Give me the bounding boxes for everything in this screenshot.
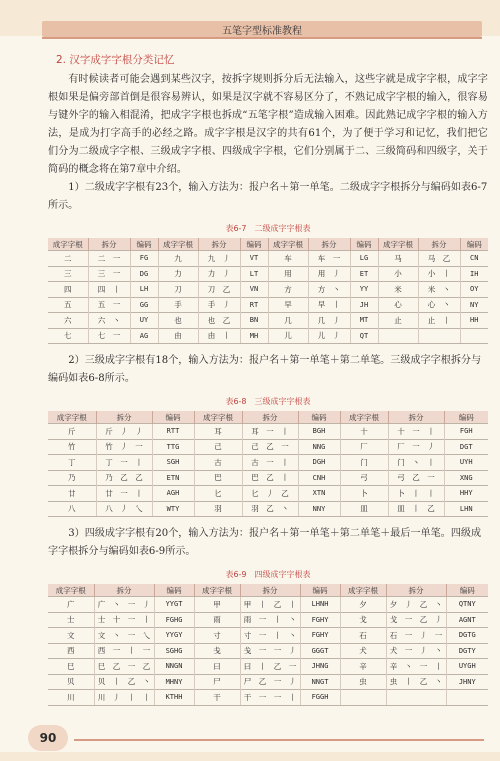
column-header: 拆分 (94, 584, 154, 597)
code-cell: NNG (298, 439, 340, 455)
book-title: 五笔字型标准教程 (222, 26, 302, 37)
footer-rule (74, 739, 484, 741)
root-cell: 夕 (340, 597, 386, 613)
root-cell: 西 (48, 643, 94, 659)
split-cell: 米 丶 (418, 282, 460, 298)
bottom-band (0, 752, 500, 761)
code-cell: HHY (444, 486, 488, 502)
code-cell: SGH (152, 455, 194, 471)
root-cell: 九 (158, 251, 198, 267)
table-row (48, 313, 488, 329)
table-row (48, 439, 488, 455)
level3-paragraph: 2）三级成字字根有18个，输入方法为：报户名＋第一单笔＋第二单笔。三级成字字根拆分与编码如表6-8所示。 (48, 355, 482, 384)
column-header: 编码 (446, 584, 488, 597)
root-cell: 马 (378, 251, 418, 267)
table-row (48, 297, 488, 313)
table-row (48, 328, 488, 344)
root-cell: 尸 (194, 674, 240, 690)
root-cell: 古 (194, 455, 242, 471)
split-cell: 八 丿 乀 (96, 501, 152, 517)
column-header: 成字字根 (268, 238, 308, 251)
column-header: 编码 (444, 411, 488, 424)
root-cell: 小 (378, 266, 418, 282)
code-cell: FGGH (300, 690, 340, 706)
root-cell: 巴 (194, 470, 242, 486)
table-row (48, 282, 488, 298)
table-header-row (48, 238, 488, 251)
code-cell: JH (350, 297, 378, 313)
column-header: 编码 (152, 411, 194, 424)
split-cell: 西 一 丨 一 (94, 643, 154, 659)
table-6-7-caption: 表6-7 二级成字字根表 (225, 224, 311, 233)
split-cell: 心 丶 (418, 297, 460, 313)
column-header: 拆分 (242, 411, 298, 424)
running-header (42, 21, 482, 37)
split-cell: 也 乙 (198, 313, 240, 329)
code-cell: FG (130, 251, 158, 267)
table-row (48, 251, 488, 267)
root-cell: 卜 (340, 486, 388, 502)
code-cell: CN (460, 251, 488, 267)
root-cell: 由 (158, 328, 198, 344)
root-cell: 斤 (48, 424, 96, 440)
column-header: 拆分 (240, 584, 300, 597)
code-cell: GGGT (300, 643, 340, 659)
code-cell: SGHG (154, 643, 194, 659)
root-cell: 雨 (194, 612, 240, 628)
split-cell: 早 丨 (308, 297, 350, 313)
root-cell: 八 (48, 501, 96, 517)
header-underline (42, 37, 482, 39)
split-cell: 士 十 一 丨 (94, 612, 154, 628)
code-cell: NNGN (154, 659, 194, 675)
root-cell: 曰 (194, 659, 240, 675)
root-cell: 文 (48, 628, 94, 644)
column-header: 拆分 (198, 238, 240, 251)
code-cell: HH (460, 313, 488, 329)
root-cell: 门 (340, 455, 388, 471)
column-header: 编码 (460, 238, 488, 251)
root-cell: 耳 (194, 424, 242, 440)
code-cell: UY (130, 313, 158, 329)
code-cell: RTT (152, 424, 194, 440)
split-cell: 弓 乙 一 (388, 470, 444, 486)
table-row (48, 690, 488, 706)
root-cell: 丁 (48, 455, 96, 471)
split-cell: 寸 一 丨 丶 (240, 628, 300, 644)
split-cell: 虫 丨 乙 丶 (386, 674, 446, 690)
split-cell: 戋 一 一 丿 (240, 643, 300, 659)
root-cell: 寸 (194, 628, 240, 644)
root-cell (340, 690, 386, 706)
root-cell: 弓 (340, 470, 388, 486)
code-cell: LH (130, 282, 158, 298)
code-cell: LG (350, 251, 378, 267)
root-cell (378, 328, 418, 344)
code-cell: OY (460, 282, 488, 298)
split-cell: 戈 一 乙 丿 (386, 612, 446, 628)
split-cell: 力 丿 (198, 266, 240, 282)
root-cell: 皿 (340, 501, 388, 517)
column-header: 成字字根 (194, 411, 242, 424)
split-cell: 刀 乙 (198, 282, 240, 298)
table-row (48, 659, 488, 675)
code-cell: UYGH (446, 659, 488, 675)
code-cell: DGT (444, 439, 488, 455)
code-cell: MHNY (154, 674, 194, 690)
column-header: 拆分 (386, 584, 446, 597)
code-cell: CNH (298, 470, 340, 486)
split-cell: 三 一 (88, 266, 130, 282)
split-cell: 犬 一 丿 丶 (386, 643, 446, 659)
code-cell: IH (460, 266, 488, 282)
split-cell: 止 丨 (418, 313, 460, 329)
code-cell: FGHY (300, 612, 340, 628)
root-cell: 几 (268, 313, 308, 329)
page-number: 90 (28, 725, 68, 751)
table-row (48, 628, 488, 644)
split-cell: 厂 一 丿 (388, 439, 444, 455)
code-cell: JHNY (446, 674, 488, 690)
code-cell: AGH (152, 486, 194, 502)
root-cell: 止 (378, 313, 418, 329)
code-cell (460, 328, 488, 344)
root-cell: 刀 (158, 282, 198, 298)
root-cell: 干 (194, 690, 240, 706)
table-6-8-caption: 表6-8 三级成字字根表 (225, 397, 311, 406)
split-cell (386, 690, 446, 706)
column-header: 编码 (350, 238, 378, 251)
code-cell: FGH (444, 424, 488, 440)
column-header: 成字字根 (340, 584, 386, 597)
code-cell: XNG (444, 470, 488, 486)
root-cell: 米 (378, 282, 418, 298)
code-cell: DGH (298, 455, 340, 471)
code-cell (446, 690, 488, 706)
code-cell: QT (350, 328, 378, 344)
code-cell: UYH (444, 455, 488, 471)
root-cell: 车 (268, 251, 308, 267)
split-cell: 竹 丿 一 (96, 439, 152, 455)
root-cell: 心 (378, 297, 418, 313)
section-title: 2. 汉字成字字根分类记忆 (56, 54, 175, 66)
column-header: 成字字根 (48, 238, 88, 251)
root-cell: 早 (268, 297, 308, 313)
column-header: 成字字根 (48, 411, 96, 424)
root-cell: 巳 (48, 659, 94, 675)
split-cell: 巴 乙 丨 (242, 470, 298, 486)
root-cell: 厂 (340, 439, 388, 455)
split-cell: 马 乙 (418, 251, 460, 267)
root-cell: 儿 (268, 328, 308, 344)
code-cell: QTNY (446, 597, 488, 613)
root-cell: 己 (194, 439, 242, 455)
root-cell: 用 (268, 266, 308, 282)
column-header: 编码 (154, 584, 194, 597)
root-cell: 六 (48, 313, 88, 329)
table-row (48, 266, 488, 282)
code-cell: FGHG (154, 612, 194, 628)
split-cell: 小 丨 (418, 266, 460, 282)
code-cell: MH (240, 328, 268, 344)
split-cell (418, 328, 460, 344)
code-cell: RT (240, 297, 268, 313)
code-cell: BGH (298, 424, 340, 440)
split-cell: 门 丶 丨 (388, 455, 444, 471)
code-cell: LHNH (300, 597, 340, 613)
root-cell: 五 (48, 297, 88, 313)
column-header: 编码 (300, 584, 340, 597)
column-header: 成字字根 (340, 411, 388, 424)
code-cell: NNY (298, 501, 340, 517)
split-cell: 雨 一 丨 丶 (240, 612, 300, 628)
code-cell: YY (350, 282, 378, 298)
split-cell: 尸 乙 一 丿 (240, 674, 300, 690)
code-cell: MT (350, 313, 378, 329)
code-cell: GG (130, 297, 158, 313)
split-cell: 十 一 丨 (388, 424, 444, 440)
split-cell: 方 丶 (308, 282, 350, 298)
table-6-8 (48, 411, 488, 517)
level4-paragraph: 3）四级成字字根有20个，输入方法为：报户名＋第一单笔＋第二单笔＋最后一单笔。四级成字字根拆分与编码如表6-9所示。 (48, 528, 482, 557)
table-row (48, 455, 488, 471)
table-row (48, 486, 488, 502)
intro-paragraph: 有时候读者可能会遇到某些汉字，按拆字规则拆分后无法输入，这些字就是成字字根，成字字根如果是偏旁部首倒是很容易辨认，如果是汉字就不容易区分了，不熟记成字字根的输入，很容易与键外字的输入相混淆，把成字字根也拆成“五笔字根”造成输入困难。因此熟记成字字根的输入方法，是成为打字高手的必经之路。成字字根是汉字的共有61个，为了便于学习和记忆，我们把它们分为二级成字字根、三级成字字根、四级成字字根，它们分别属于二、三级简码和四级字，关于简码的概念将在第7章中介绍。 (48, 74, 488, 175)
split-cell: 廿 一 丨 (96, 486, 152, 502)
split-cell: 七 一 (88, 328, 130, 344)
root-cell: 力 (158, 266, 198, 282)
table-row (48, 674, 488, 690)
code-cell: FGHY (300, 628, 340, 644)
column-header: 成字字根 (48, 584, 94, 597)
root-cell: 广 (48, 597, 94, 613)
code-cell: YYGT (154, 597, 194, 613)
split-cell: 川 丿 丨 丨 (94, 690, 154, 706)
table-header-row (48, 411, 488, 424)
root-cell: 川 (48, 690, 94, 706)
split-cell: 六 丶 (88, 313, 130, 329)
table-row (48, 470, 488, 486)
table-row (48, 612, 488, 628)
code-cell: DG (130, 266, 158, 282)
root-cell: 士 (48, 612, 94, 628)
code-cell: AGNT (446, 612, 488, 628)
split-cell: 古 一 丨 (242, 455, 298, 471)
column-header: 编码 (298, 411, 340, 424)
split-cell: 乃 乙 乙 (96, 470, 152, 486)
root-cell: 贝 (48, 674, 94, 690)
column-header: 拆分 (308, 238, 350, 251)
table-row (48, 424, 488, 440)
root-cell: 虫 (340, 674, 386, 690)
split-cell: 九 丿 (198, 251, 240, 267)
root-cell: 七 (48, 328, 88, 344)
table-row (48, 643, 488, 659)
split-cell: 四 丨 (88, 282, 130, 298)
split-cell: 二 一 (88, 251, 130, 267)
code-cell: WTY (152, 501, 194, 517)
column-header: 拆分 (88, 238, 130, 251)
split-cell: 夕 丿 乙 丶 (386, 597, 446, 613)
split-cell: 车 一 (308, 251, 350, 267)
split-cell: 甲 丨 乙 丨 (240, 597, 300, 613)
code-cell: BN (240, 313, 268, 329)
table-row (48, 597, 488, 613)
code-cell: AG (130, 328, 158, 344)
split-cell: 耳 一 丨 (242, 424, 298, 440)
split-cell: 文 丶 一 乀 (94, 628, 154, 644)
root-cell: 手 (158, 297, 198, 313)
column-header: 成字字根 (158, 238, 198, 251)
split-cell: 斤 丿 丿 (96, 424, 152, 440)
root-cell: 羽 (194, 501, 242, 517)
split-cell: 儿 丿 (308, 328, 350, 344)
table-row (48, 501, 488, 517)
split-cell: 巳 乙 一 乙 (94, 659, 154, 675)
split-cell: 己 乙 一 (242, 439, 298, 455)
root-cell: 甲 (194, 597, 240, 613)
root-cell: 三 (48, 266, 88, 282)
code-cell: XTN (298, 486, 340, 502)
split-cell: 羽 乙 丶 (242, 501, 298, 517)
root-cell: 犬 (340, 643, 386, 659)
column-header: 成字字根 (378, 238, 418, 251)
root-cell: 戋 (194, 643, 240, 659)
split-cell: 卜 丨 丨 (388, 486, 444, 502)
code-cell: KTHH (154, 690, 194, 706)
split-cell: 几 丿 (308, 313, 350, 329)
split-cell: 皿 丨 乙 (388, 501, 444, 517)
table-6-9 (48, 584, 488, 706)
code-cell: TTG (152, 439, 194, 455)
root-cell: 廿 (48, 486, 96, 502)
column-header: 编码 (130, 238, 158, 251)
root-cell: 石 (340, 628, 386, 644)
code-cell: VT (240, 251, 268, 267)
split-cell: 广 丶 一 丿 (94, 597, 154, 613)
code-cell: ET (350, 266, 378, 282)
column-header: 成字字根 (194, 584, 240, 597)
root-cell: 竹 (48, 439, 96, 455)
code-cell: YYGY (154, 628, 194, 644)
split-cell: 丁 一 丨 (96, 455, 152, 471)
split-cell: 五 一 (88, 297, 130, 313)
column-header: 拆分 (388, 411, 444, 424)
split-cell: 由 丨 (198, 328, 240, 344)
code-cell: VN (240, 282, 268, 298)
split-cell: 曰 丨 乙 一 (240, 659, 300, 675)
root-cell: 匕 (194, 486, 242, 502)
split-cell: 干 一 一 丨 (240, 690, 300, 706)
code-cell: LHN (444, 501, 488, 517)
level2-paragraph: 1）二级成字字根有23个，输入方法为：报户名＋第一单笔。二级成字字根拆分与编码如表6-7所示。 (48, 182, 488, 211)
root-cell: 四 (48, 282, 88, 298)
code-cell: NNGT (300, 674, 340, 690)
column-header: 拆分 (96, 411, 152, 424)
root-cell: 也 (158, 313, 198, 329)
page-content (48, 44, 488, 706)
split-cell: 石 一 丿 一 (386, 628, 446, 644)
split-cell: 用 丿 (308, 266, 350, 282)
root-cell: 乃 (48, 470, 96, 486)
code-cell: NY (460, 297, 488, 313)
code-cell: DGTY (446, 643, 488, 659)
root-cell: 方 (268, 282, 308, 298)
table-6-9-caption: 表6-9 四级成字字根表 (225, 570, 311, 579)
root-cell: 二 (48, 251, 88, 267)
code-cell: ETN (152, 470, 194, 486)
split-cell: 辛 丶 一 丨 (386, 659, 446, 675)
code-cell: JHNG (300, 659, 340, 675)
column-header: 编码 (240, 238, 268, 251)
root-cell: 辛 (340, 659, 386, 675)
code-cell: LT (240, 266, 268, 282)
table-6-7 (48, 238, 488, 344)
root-cell: 戈 (340, 612, 386, 628)
split-cell: 匕 丿 乙 (242, 486, 298, 502)
code-cell: DGTG (446, 628, 488, 644)
split-cell: 贝 丨 乙 丶 (94, 674, 154, 690)
root-cell: 十 (340, 424, 388, 440)
split-cell: 手 丿 (198, 297, 240, 313)
column-header: 拆分 (418, 238, 460, 251)
table-header-row (48, 584, 488, 597)
